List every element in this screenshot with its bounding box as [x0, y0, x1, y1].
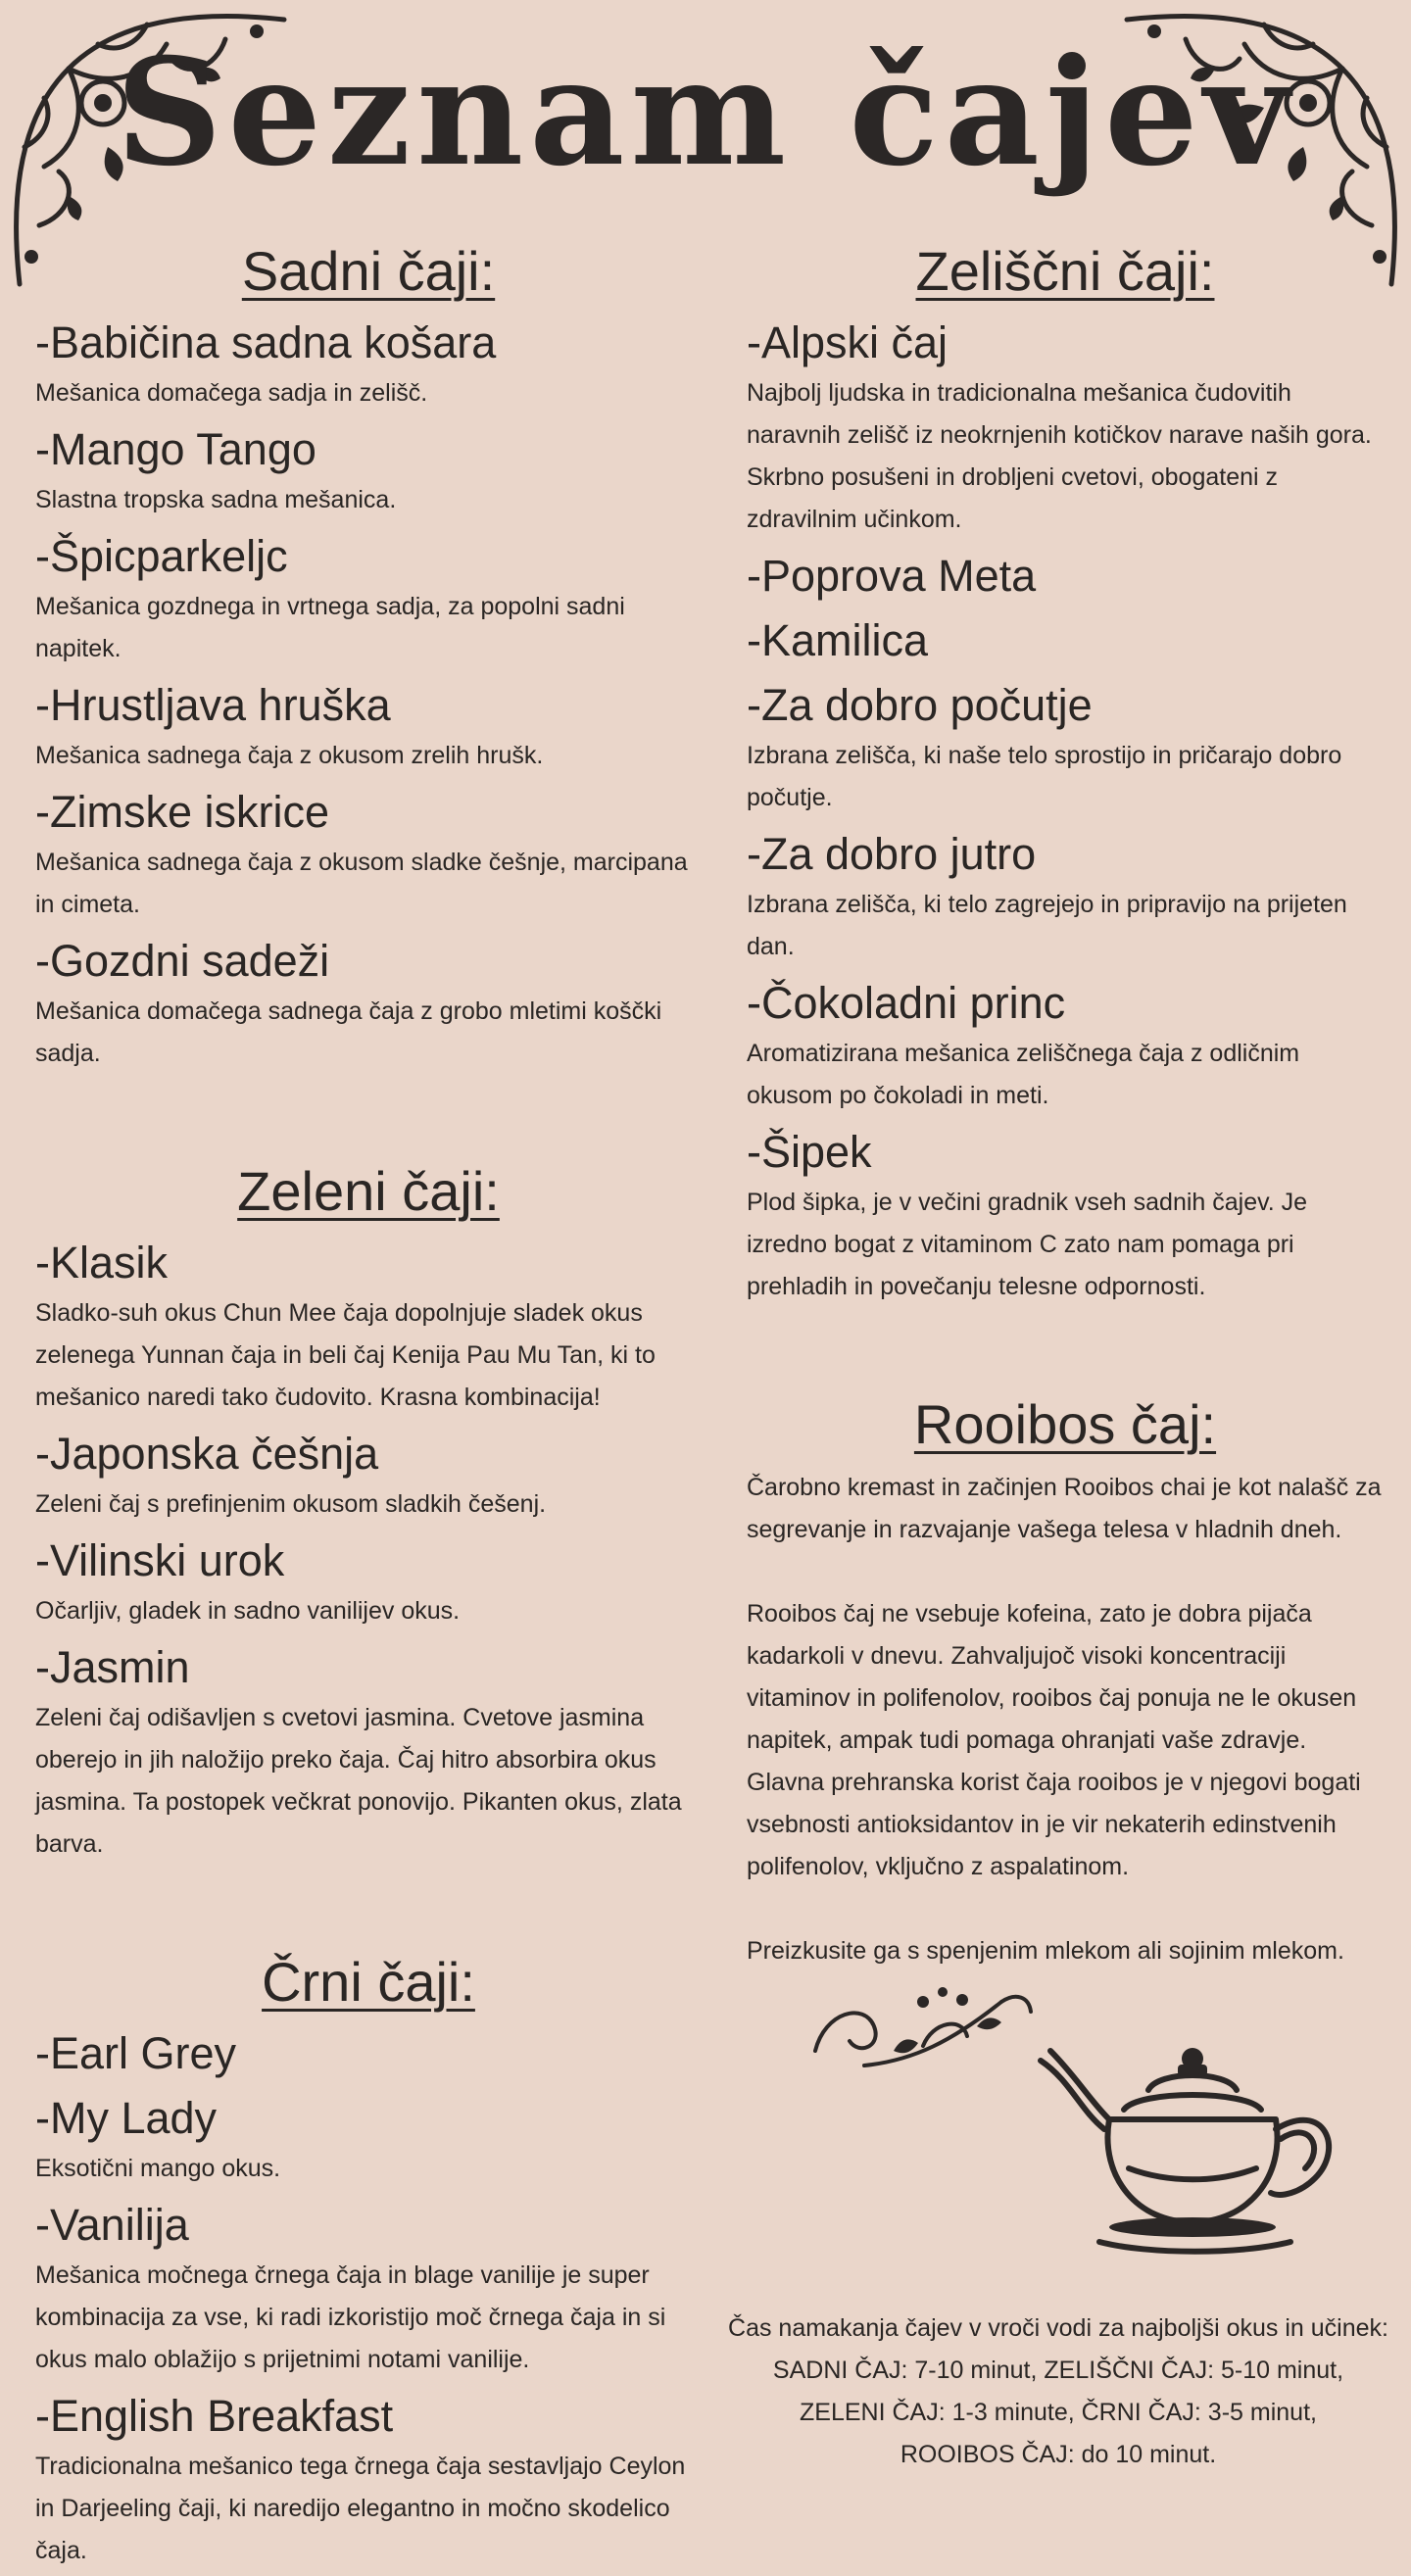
tea-name: -Zimske iskrice — [35, 787, 329, 837]
tea-description: Mešanica domačega sadnega čaja z grobo mletimi koščki sadja. — [35, 997, 662, 1067]
tea-description: Mešanica sadnega čaja z okusom zrelih hrušk. — [35, 742, 544, 769]
tea-name: -Hrustljava hruška — [35, 680, 391, 730]
tea-description: Očarljiv, gladek in sadno vanilijev okus. — [35, 1597, 461, 1625]
tea-name: -Za dobro jutro — [747, 829, 1037, 879]
steeping-line: SADNI ČAJ: 7-10 minut, ZELIŠČNI ČAJ: 5-10 minut, — [772, 2357, 1344, 2384]
tea-name: -English Breakfast — [35, 2391, 394, 2441]
steeping-line: Čas namakanja čajev v vroči vodi za najboljši okus in učinek: — [728, 2314, 1388, 2342]
green-tea-section — [35, 1155, 702, 1866]
tea-name: -Earl Grey — [35, 2028, 237, 2078]
section-heading: Sadni čaji: — [241, 240, 496, 302]
tea-name: -Poprova Meta — [747, 551, 1037, 601]
tea-description: Plod šipka, je v večini gradnik vseh sadnih čajev. Je izredno bogat z vitaminom C zato nam pomaga pri prehladih in povečanju telesne odpornosti. — [747, 1189, 1308, 1300]
tea-description: Eksotični mango okus. — [35, 2155, 281, 2182]
rooibos-tea-section — [747, 1388, 1384, 1972]
tea-description: Tradicionalna mešanico tega črnega čaja sestavljajo Ceylon in Darjeeling čaji, ki naredijo elegantno in močno skodelico čaja. — [35, 2453, 686, 2564]
section-spacer — [35, 1870, 702, 1946]
tea-description: Izbrana zelišča, ki naše telo sprostijo in pričarajo dobro počutje. — [747, 742, 1342, 811]
tea-name: -Jasmin — [35, 1642, 190, 1692]
tea-description: Mešanica gozdnega in vrtnega sadja, za popolni sadni napitek. — [35, 593, 625, 662]
section-heading: Zeliščni čaji: — [915, 240, 1215, 302]
tea-name: -Babičina sadna košara — [35, 317, 497, 367]
black-tea-section — [35, 1946, 702, 2572]
page-title: Seznam čajev — [116, 26, 1295, 199]
swirl-vine-icon — [805, 1972, 1041, 2090]
teapot-icon — [1031, 2021, 1354, 2257]
tea-name: -Vilinski urok — [35, 1535, 285, 1585]
left-column — [35, 235, 702, 2576]
section-spacer — [747, 1312, 1384, 1388]
section-heading: Črni čaji: — [262, 1951, 475, 2013]
tea-name: -Vanilija — [35, 2200, 189, 2250]
rooibos-paragraph: Preizkusite ga s spenjenim mlekom ali sojinim mlekom. — [747, 1937, 1344, 1965]
tea-description: Izbrana zelišča, ki telo zagrejejo in pripravijo na prijeten dan. — [747, 891, 1347, 960]
right-column — [747, 235, 1384, 2266]
tea-description: Mešanica sadnega čaja z okusom sladke češnje, marcipana in cimeta. — [35, 849, 688, 918]
teapot-illustration — [747, 1972, 1384, 2266]
tea-name: -Klasik — [35, 1238, 169, 1288]
tea-name: -Kamilica — [747, 615, 929, 665]
tea-description: Slastna tropska sadna mešanica. — [35, 486, 397, 513]
tea-name: -Za dobro počutje — [747, 680, 1093, 730]
fruit-tea-section — [35, 235, 702, 1075]
rooibos-paragraph: Rooibos čaj ne vsebuje kofeina, zato je dobra pijača kadarkoli v dnevu. Zahvaljujoč visoki koncentraciji vitaminov in polifenolov, rooibos čaj ponuja ne le okusen napitek, ampak tudi pomaga ohranjati vaše zdravje. Glavna prehranska korist čaja rooibos je v njegovi bogati vsebnosti antioksidantov in je vir nekaterih edinstvenih polifenolov, vključno z aspalatinom. — [747, 1600, 1361, 1880]
tea-description: Mešanica domačega sadja in zelišč. — [35, 379, 428, 407]
herbal-tea-section — [747, 235, 1384, 1308]
tea-name: -Špicparkeljc — [35, 531, 288, 581]
rooibos-paragraph: Čarobno kremast in začinjen Rooibos chai je kot nalašč za segrevanje in razvajanje vašega telesa v hladnih dneh. — [747, 1474, 1382, 1543]
tea-name: -Šipek — [747, 1127, 872, 1177]
section-heading: Rooibos čaj: — [913, 1393, 1217, 1455]
steeping-times — [706, 2308, 1411, 2476]
tea-description: Najbolj ljudska in tradicionalna mešanica čudovitih naravnih zelišč iz neokrnjenih kotičkov narave naših gora. Skrbno posušeni in drobljeni cvetovi, obogateni z zdravilnim učinkom. — [747, 379, 1372, 533]
tea-name: -Japonska češnja — [35, 1429, 379, 1479]
tea-description: Zeleni čaj odišavljen s cvetovi jasmina. Cvetove jasmina oberejo in jih naložijo preko čaja. Čaj hitro absorbira okus jasmina. Ta postopek večkrat ponovijo. Pikanten okus, zlata barva. — [35, 1704, 682, 1858]
tea-name: -Mango Tango — [35, 424, 316, 474]
tea-description: Mešanica močnega črnega čaja in blage vanilije je super kombinacija za vse, ki radi izkoristijo moč črnega čaja in si okus malo oblažijo s prijetnimi notami vanilije. — [35, 2261, 666, 2373]
tea-name: -Alpski čaj — [747, 317, 949, 367]
tea-description: Sladko-suh okus Chun Mee čaja dopolnjuje sladek okus zelenega Yunnan čaja in beli čaj Kenija Pau Mu Tan, ki to mešanico naredi tako čudovito. Krasna kombinacija! — [35, 1299, 656, 1411]
section-spacer — [35, 1079, 702, 1155]
tea-name: -Čokoladni princ — [747, 978, 1066, 1028]
tea-name: -My Lady — [35, 2093, 218, 2143]
tea-name: -Gozdni sadeži — [35, 936, 330, 986]
tea-description: Zeleni čaj s prefinjenim okusom sladkih češenj. — [35, 1490, 547, 1518]
tea-description: Aromatizirana mešanica zeliščnega čaja z odličnim okusom po čokoladi in meti. — [747, 1040, 1300, 1109]
section-heading: Zeleni čaji: — [237, 1160, 500, 1222]
steeping-line: ZELENI ČAJ: 1-3 minute, ČRNI ČAJ: 3-5 minut, — [800, 2399, 1317, 2426]
steeping-line: ROOIBOS ČAJ: do 10 minut. — [900, 2441, 1217, 2468]
